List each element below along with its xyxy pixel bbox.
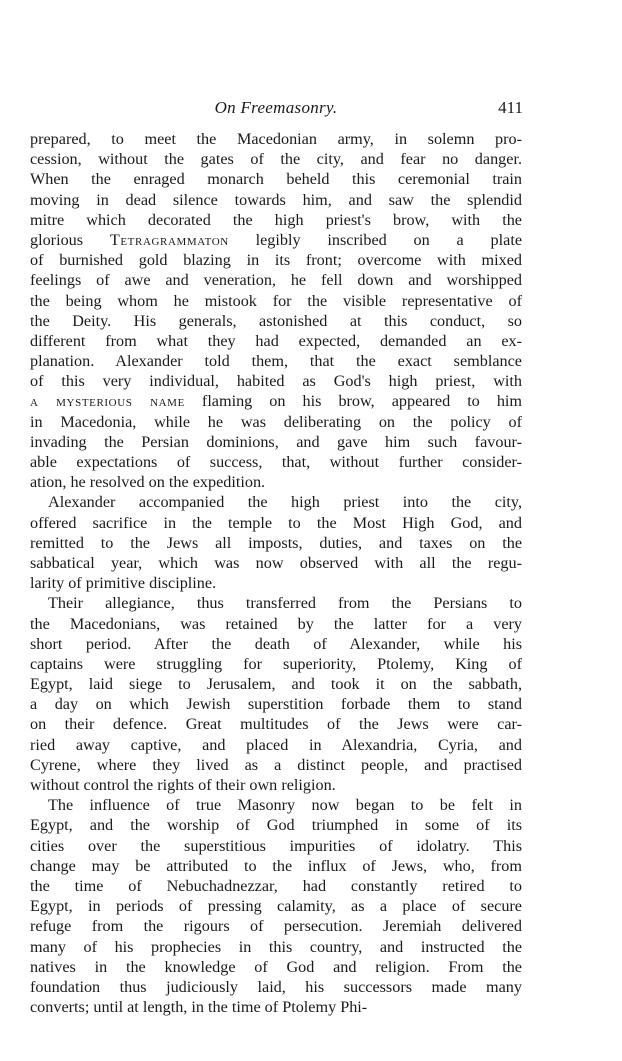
text-line: [30, 492, 522, 512]
text-line: [30, 412, 522, 432]
body-text: [30, 129, 522, 1017]
text-run: moving in dead silence towards him, and saw the splendid: [30, 190, 522, 209]
text-run: legibly inscribed on a plate: [228, 230, 522, 249]
paragraph: [30, 593, 522, 795]
paragraph: [30, 492, 522, 593]
text-line: [30, 452, 522, 472]
text-run: Egypt, in periods of pressing calamity, as a place of secure: [30, 897, 522, 916]
text-line: [30, 735, 522, 755]
text-run: Cyrene, where they lived as a distinct people, and practised: [30, 755, 522, 774]
text-line: [30, 957, 522, 977]
text-run: cession, without the gates of the city, and fear no danger.: [30, 150, 522, 169]
text-line: [30, 896, 522, 916]
text-run: natives in the knowledge of God and religion. From the: [30, 957, 522, 976]
text-run: Egypt, and the worship of God triumphed in some of its: [30, 816, 522, 835]
text-line: [30, 977, 522, 997]
text-run: When the enraged monarch beheld this ceremonial train: [30, 170, 522, 189]
text-run: in Macedonia, while he was deliberating on the policy of: [30, 412, 522, 431]
text-line: [30, 291, 522, 311]
text-line: [30, 937, 522, 957]
text-run: Their allegiance, thus transferred from the Persians to: [48, 594, 522, 613]
text-line: [30, 836, 522, 856]
text-run: cities over the superstitious impurities of idolatry. This: [30, 836, 522, 855]
text-line: [30, 513, 522, 533]
text-line: [30, 916, 522, 936]
text-run: prepared, to meet the Macedonian army, in solemn pro-: [30, 130, 522, 148]
text-line: [30, 876, 522, 896]
text-run: flaming on his brow, appeared to him: [184, 392, 522, 411]
text-run: feelings of awe and veneration, he fell down and worshipped: [30, 271, 522, 290]
text-line: [30, 593, 522, 613]
text-line: [30, 169, 522, 189]
text-line: [30, 129, 522, 149]
text-line: [30, 391, 522, 411]
running-title: On Freemasonry.: [214, 98, 338, 117]
text-line: [30, 694, 522, 714]
text-run: the being whom he mistook for the visible representative of: [30, 291, 522, 310]
text-line: [30, 815, 522, 835]
text-run: foundation thus judiciously laid, his successors made many: [30, 977, 522, 996]
text-line: [30, 230, 522, 250]
text-line: [30, 331, 522, 351]
text-run: Egypt, laid siege to Jerusalem, and took it on the sabbath,: [30, 675, 522, 694]
text-line: [30, 997, 522, 1017]
text-run: Alexander accompanied the high priest into the city,: [48, 493, 522, 512]
text-run: a day on which Jewish superstition forbade them to stand: [30, 695, 522, 714]
small-caps-text: Tetragrammaton: [109, 230, 229, 249]
text-run: larity of primitive discipline.: [30, 574, 217, 593]
text-run: without control the rights of their own religion.: [30, 776, 336, 794]
text-line: [30, 614, 522, 634]
text-run: different from what they had expected, demanded an ex-: [30, 331, 522, 350]
text-line: [30, 311, 522, 331]
text-run: able expectations of success, that, without further consider-: [30, 453, 522, 471]
running-head: [30, 98, 522, 122]
text-line: [30, 775, 522, 795]
text-line: [30, 795, 522, 815]
text-run: the Macedonians, was retained by the latter for a very: [30, 614, 522, 633]
text-line: [30, 270, 522, 290]
text-run: captains were struggling for superiority, Ptolemy, King of: [30, 654, 522, 673]
text-line: [30, 351, 522, 371]
paragraph: [30, 795, 522, 1017]
text-run: refuge from the rigours of persecution. Jeremiah delivered: [30, 917, 522, 936]
text-run: remitted to the Jews all imposts, duties, and taxes on the: [30, 533, 522, 552]
text-line: [30, 371, 522, 391]
text-line: [30, 674, 522, 694]
text-line: [30, 755, 522, 775]
text-line: [30, 654, 522, 674]
text-line: [30, 634, 522, 654]
small-caps-text: a mysterious name: [30, 392, 185, 411]
text-run: the Deity. His generals, astonished at this conduct, so: [30, 311, 522, 330]
text-run: offered sacrifice in the temple to the Most High God, and: [30, 513, 522, 532]
text-run: ation, he resolved on the expedition.: [30, 473, 266, 492]
text-line: [30, 250, 522, 270]
text-line: [30, 573, 522, 593]
text-run: of burnished gold blazing in its front; overcome with mixed: [30, 251, 522, 270]
text-line: [30, 553, 522, 573]
text-line: [30, 190, 522, 210]
text-run: of this very individual, habited as God's high priest, with: [30, 372, 522, 391]
text-line: [30, 533, 522, 553]
text-run: The influence of true Masonry now began to be felt in: [48, 796, 522, 815]
text-line: [30, 432, 522, 452]
text-line: [30, 856, 522, 876]
text-run: ried away captive, and placed in Alexandria, Cyria, and: [30, 735, 522, 754]
text-line: [30, 210, 522, 230]
text-line: [30, 472, 522, 492]
text-run: invading the Persian dominions, and gave him such favour-: [30, 432, 522, 451]
page-number: 411: [498, 98, 523, 117]
text-run: mitre which decorated the high priest's brow, with the: [30, 210, 522, 229]
text-run: on their defence. Great multitudes of the Jews were car-: [30, 715, 522, 734]
text-run: many of his prophecies in this country, and instructed the: [30, 937, 522, 956]
paragraph: [30, 129, 522, 492]
text-run: short period. After the death of Alexander, while his: [30, 634, 522, 653]
text-line: [30, 149, 522, 169]
text-run: the time of Nebuchadnezzar, had constantly retired to: [30, 876, 522, 895]
text-run: sabbatical year, which was now observed with all the regu-: [30, 553, 522, 572]
text-line: [30, 714, 522, 734]
text-run: glorious: [30, 230, 110, 249]
text-run: change may be attributed to the influx of Jews, who, from: [30, 856, 522, 875]
text-run: converts; until at length, in the time of Ptolemy Phi-: [30, 998, 368, 1017]
text-run: planation. Alexander told them, that the exact semblance: [30, 352, 522, 371]
